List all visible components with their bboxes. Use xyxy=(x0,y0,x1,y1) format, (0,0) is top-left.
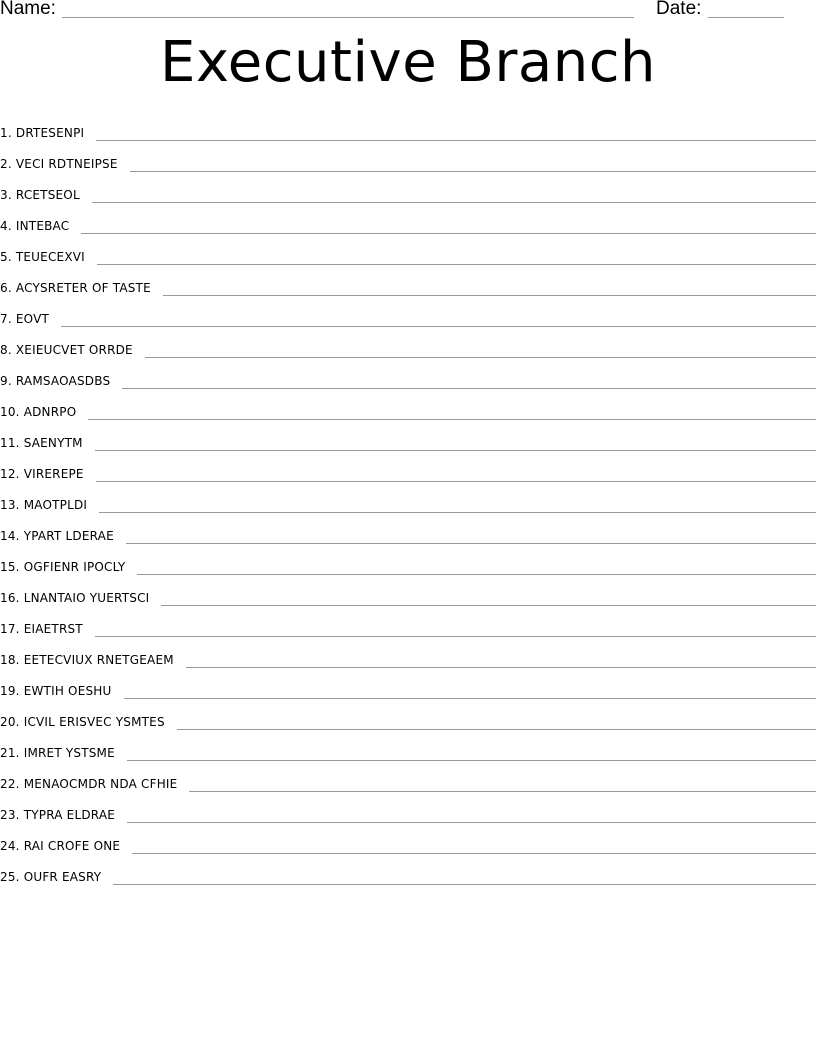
scrambled-word: MENAOCMDR NDA CFHIE xyxy=(23,777,178,791)
scrambled-word: TYPRA ELDRAE xyxy=(23,808,116,822)
answer-line[interactable] xyxy=(61,326,816,327)
item-label xyxy=(0,188,92,204)
item-label xyxy=(0,467,96,483)
scrambled-word: EETECVIUX RNETGEAEM xyxy=(23,653,174,667)
item-label xyxy=(0,281,163,297)
list-item xyxy=(0,762,816,793)
scrambled-word: RCETSEOL xyxy=(15,188,80,202)
scrambled-word: RAMSAOASDBS xyxy=(15,374,111,388)
scrambled-word: YPART LDERAE xyxy=(23,529,114,543)
scrambled-word: ACYSRETER OF TASTE xyxy=(15,281,151,295)
item-label xyxy=(0,312,61,328)
item-label xyxy=(0,622,95,638)
answer-line[interactable] xyxy=(161,605,816,606)
scrambled-word: EOVT xyxy=(15,312,50,326)
answer-line[interactable] xyxy=(81,233,816,234)
answer-line[interactable] xyxy=(186,667,816,668)
item-label xyxy=(0,436,95,452)
answer-line[interactable] xyxy=(88,419,816,420)
answer-line[interactable] xyxy=(177,729,816,730)
answer-line[interactable] xyxy=(97,264,816,265)
answer-line[interactable] xyxy=(132,853,816,854)
item-number: 15. xyxy=(0,560,20,574)
list-item xyxy=(0,700,816,731)
list-item xyxy=(0,421,816,452)
scrambled-word: IMRET YSTSME xyxy=(23,746,115,760)
list-item xyxy=(0,328,816,359)
item-number: 22. xyxy=(0,777,20,791)
list-item xyxy=(0,390,816,421)
scrambled-word: XEIEUCVET ORRDE xyxy=(15,343,133,357)
answer-line[interactable] xyxy=(124,698,816,699)
list-item xyxy=(0,669,816,700)
date-field-line[interactable] xyxy=(708,17,784,18)
scrambled-word: EWTIH OESHU xyxy=(23,684,112,698)
list-item xyxy=(0,576,816,607)
scrambled-word: OGFIENR IPOCLY xyxy=(23,560,126,574)
item-number: 20. xyxy=(0,715,20,729)
answer-line[interactable] xyxy=(126,543,816,544)
item-number: 3. xyxy=(0,188,12,202)
item-label xyxy=(0,405,88,421)
list-item xyxy=(0,607,816,638)
item-label xyxy=(0,591,161,607)
answer-line[interactable] xyxy=(137,574,816,575)
item-number: 2. xyxy=(0,157,12,171)
scrambled-word: TEUECEXVI xyxy=(15,250,85,264)
answer-line[interactable] xyxy=(92,202,816,203)
list-item xyxy=(0,545,816,576)
list-item xyxy=(0,638,816,669)
scrambled-word: OUFR EASRY xyxy=(23,870,102,884)
item-number: 24. xyxy=(0,839,20,853)
scrambled-word: DRTESENPI xyxy=(15,126,85,140)
list-item xyxy=(0,824,816,855)
scrambled-word: EIAETRST xyxy=(23,622,83,636)
answer-line[interactable] xyxy=(96,140,816,141)
scrambled-word: LNANTAIO YUERTSCI xyxy=(23,591,150,605)
list-item xyxy=(0,483,816,514)
list-item xyxy=(0,266,816,297)
item-label xyxy=(0,839,132,855)
item-number: 8. xyxy=(0,343,12,357)
item-label xyxy=(0,777,189,793)
item-number: 5. xyxy=(0,250,12,264)
item-number: 21. xyxy=(0,746,20,760)
item-label xyxy=(0,746,127,762)
scrambled-word: ADNRPO xyxy=(23,405,77,419)
item-label xyxy=(0,126,96,142)
answer-line[interactable] xyxy=(95,450,816,451)
item-label xyxy=(0,808,127,824)
answer-line[interactable] xyxy=(163,295,816,296)
answer-line[interactable] xyxy=(189,791,816,792)
list-item xyxy=(0,297,816,328)
list-item xyxy=(0,142,816,173)
item-label xyxy=(0,219,81,235)
item-label xyxy=(0,529,126,545)
item-label xyxy=(0,560,137,576)
list-item xyxy=(0,514,816,545)
item-number: 13. xyxy=(0,498,20,512)
item-number: 4. xyxy=(0,219,12,233)
scrambled-word: MAOTPLDI xyxy=(23,498,88,512)
answer-line[interactable] xyxy=(127,822,816,823)
item-number: 16. xyxy=(0,591,20,605)
item-label xyxy=(0,684,124,700)
scrambled-word: ICVIL ERISVEC YSMTES xyxy=(23,715,165,729)
page-title: Executive Branch xyxy=(160,30,656,95)
answer-line[interactable] xyxy=(96,481,816,482)
list-item xyxy=(0,173,816,204)
scrambled-word: INTEBAC xyxy=(15,219,70,233)
answer-line[interactable] xyxy=(95,636,816,637)
item-number: 23. xyxy=(0,808,20,822)
list-item xyxy=(0,359,816,390)
list-item xyxy=(0,855,816,886)
list-item xyxy=(0,204,816,235)
list-item xyxy=(0,731,816,762)
word-scramble-list xyxy=(0,111,816,886)
item-number: 6. xyxy=(0,281,12,295)
scrambled-word: SAENYTM xyxy=(23,436,83,450)
list-item xyxy=(0,452,816,483)
name-field-line[interactable] xyxy=(62,17,634,18)
item-label xyxy=(0,250,97,266)
item-label xyxy=(0,653,186,669)
item-number: 9. xyxy=(0,374,12,388)
list-item xyxy=(0,111,816,142)
answer-line[interactable] xyxy=(113,884,816,885)
answer-line[interactable] xyxy=(127,760,816,761)
item-label xyxy=(0,374,122,390)
item-number: 10. xyxy=(0,405,20,419)
scrambled-word: VECI RDTNEIPSE xyxy=(15,157,118,171)
scrambled-word: VIREREPE xyxy=(23,467,84,481)
item-number: 12. xyxy=(0,467,20,481)
item-number: 1. xyxy=(0,126,12,140)
item-number: 14. xyxy=(0,529,20,543)
item-label xyxy=(0,870,113,886)
item-label xyxy=(0,343,145,359)
item-number: 17. xyxy=(0,622,20,636)
answer-line[interactable] xyxy=(99,512,816,513)
list-item xyxy=(0,235,816,266)
item-label xyxy=(0,157,130,173)
list-item xyxy=(0,793,816,824)
item-number: 18. xyxy=(0,653,20,667)
answer-line[interactable] xyxy=(130,171,816,172)
item-number: 25. xyxy=(0,870,20,884)
date-label: Date: xyxy=(656,0,702,19)
item-label xyxy=(0,715,177,731)
header-row xyxy=(0,0,816,22)
item-number: 7. xyxy=(0,312,12,326)
answer-line[interactable] xyxy=(122,388,816,389)
item-number: 19. xyxy=(0,684,20,698)
name-label: Name: xyxy=(0,0,56,19)
scrambled-word: RAI CROFE ONE xyxy=(23,839,121,853)
item-number: 11. xyxy=(0,436,20,450)
item-label xyxy=(0,498,99,514)
answer-line[interactable] xyxy=(145,357,816,358)
